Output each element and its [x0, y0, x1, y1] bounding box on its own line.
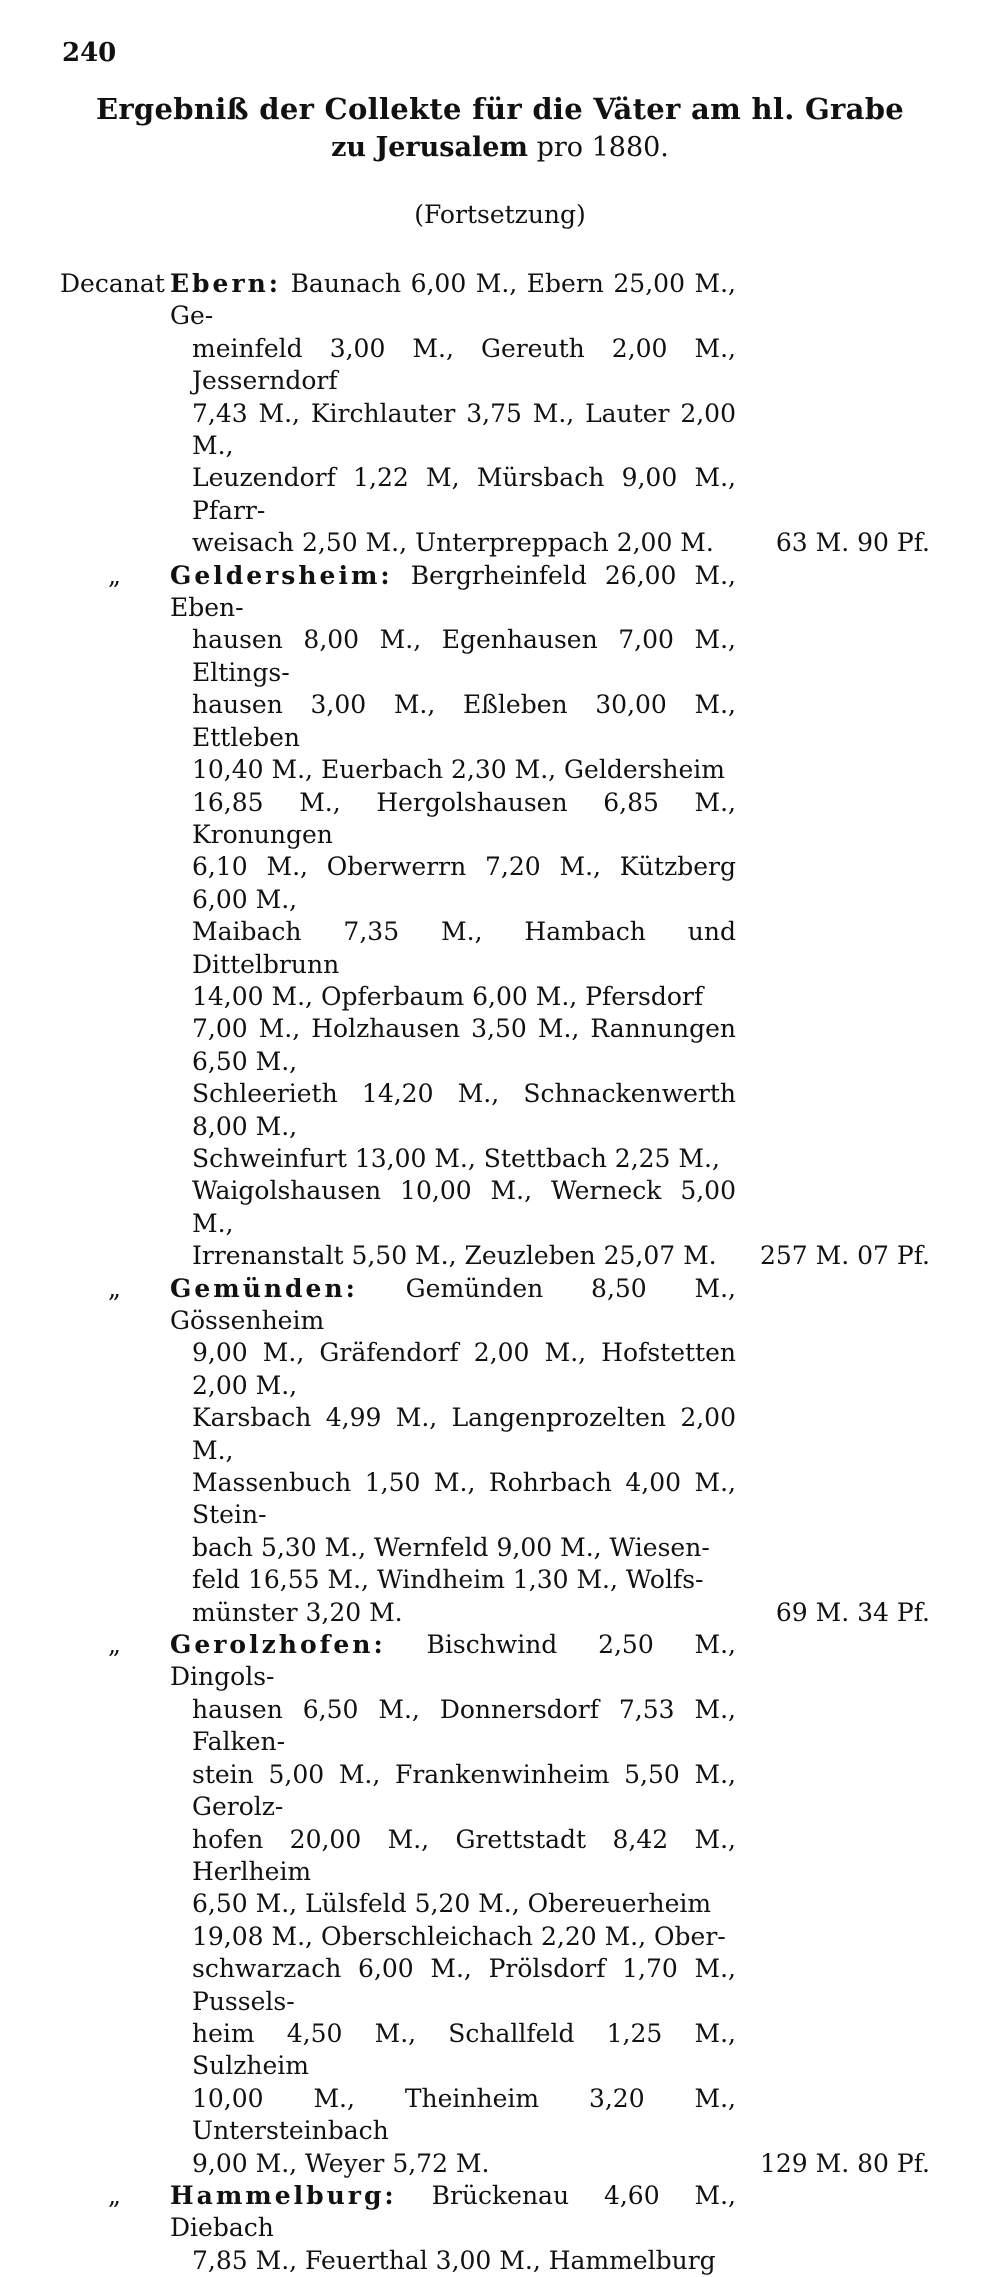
deanery-list [0, 268, 1000, 2277]
entry-first-line [170, 2180, 736, 2245]
page-title: Ergebniß der Collekte für die Väter am hl. Grabe [95, 92, 905, 126]
entry-first-text: Brückenau 4,60 M., Diebach [170, 2180, 736, 2243]
entry-total: 69 M. 34 Pf. [775, 1597, 930, 1627]
entry-line: hausen 3,00 M., Eßleben 30,00 M., Ettleben [192, 690, 736, 752]
entry-first-text: Baunach 6,00 M., Ebern 25,00 M., Ge- [170, 269, 736, 331]
deanery-name: Geldersheim: [170, 560, 393, 590]
entry-total: 257 M. 07 Pf. [759, 1241, 930, 1271]
entry-first-text: Bergrheinfeld 26,00 M., Eben- [170, 560, 736, 623]
entry-body [170, 268, 736, 560]
entry-prefix: „ [108, 1273, 121, 1303]
entry-body [170, 1629, 736, 2180]
entry-line: Schleerieth 14,20 M., Schnackenwerth 8,00 M., [192, 1079, 736, 1141]
entry-line: münster 3,20 M. [192, 1597, 403, 1627]
page-number: 240 [62, 38, 117, 68]
entry-total: 63 M. 90 Pf. [775, 528, 930, 558]
entry-body [170, 560, 736, 1273]
deanery-entry [0, 268, 1000, 560]
deanery-name: Hammelburg: [170, 2180, 397, 2210]
entry-body [170, 1273, 736, 1629]
entry-line: 9,00 M., Gräfendorf 2,00 M., Hofstetten 2,00 M., [192, 1338, 736, 1400]
entry-line: 6,10 M., Oberwerrn 7,20 M., Kützberg 6,00 M., [192, 852, 736, 914]
entry-line: 7,00 M., Holzhausen 3,50 M., Rannungen 6,50 M., [192, 1014, 736, 1076]
entry-first-line [170, 1629, 736, 1694]
entry-first-line [170, 560, 736, 625]
entry-prefix: „ [108, 1630, 121, 1660]
entry-line: 7,43 M., Kirchlauter 3,75 M., Lauter 2,00 M., [192, 398, 736, 461]
entry-line: bach 5,30 M., Wernfeld 9,00 M., Wiesen- [192, 1532, 710, 1562]
entry-first-line [170, 268, 736, 333]
entry-line: 9,00 M., Weyer 5,72 M. [192, 2148, 490, 2178]
entry-line: Waigolshausen 10,00 M., Werneck 5,00 M., [192, 1176, 736, 1238]
entry-line: 10,40 M., Euerbach 2,30 M., Geldersheim [192, 755, 725, 785]
deanery-entry [0, 1273, 1000, 1629]
deanery-entry [0, 560, 1000, 1273]
entry-line: hausen 8,00 M., Egenhausen 7,00 M., Eltings- [192, 625, 736, 687]
entry-line: 10,00 M., Theinheim 3,20 M., Untersteinbach [192, 2083, 736, 2146]
entry-line: Leuzendorf 1,22 M, Mürsbach 9,00 M., Pfarr- [192, 463, 736, 525]
entry-line: stein 5,00 M., Frankenwinheim 5,50 M., Gerolz- [192, 1759, 736, 1822]
entry-prefix: „ [108, 560, 121, 590]
deanery-name: Gemünden: [170, 1273, 358, 1303]
page-subtitle [0, 132, 1000, 163]
entry-line: schwarzach 6,00 M., Prölsdorf 1,70 M., Pussels- [192, 1954, 736, 2016]
entry-line: Maibach 7,35 M., Hambach und Dittelbrunn [192, 917, 736, 979]
deanery-entry [0, 2180, 1000, 2277]
entry-prefix: Decanat [60, 269, 165, 298]
entry-line: 6,50 M., Lülsfeld 5,20 M., Obereuerheim [192, 1889, 712, 1919]
entry-total: 129 M. 80 Pf. [759, 2148, 930, 2178]
entry-line: weisach 2,50 M., Unterpreppach 2,00 M. [192, 528, 714, 558]
entry-line: feld 16,55 M., Windheim 1,30 M., Wolfs- [192, 1565, 704, 1595]
entry-body [170, 2180, 736, 2277]
entry-line: Irrenanstalt 5,50 M., Zeuzleben 25,07 M. [192, 1241, 717, 1271]
deanery-name: Gerolzhofen: [170, 1630, 386, 1660]
entry-line: hofen 20,00 M., Grettstadt 8,42 M., Herlheim [192, 1824, 736, 1886]
entry-line: Schweinfurt 13,00 M., Stettbach 2,25 M., [192, 1143, 720, 1173]
deanery-name: Ebern: [170, 269, 282, 298]
entry-line: hausen 6,50 M., Donnersdorf 7,53 M., Falken- [192, 1694, 736, 1757]
entry-line: 14,00 M., Opferbaum 6,00 M., Pfersdorf [192, 981, 704, 1011]
entry-line: Karsbach 4,99 M., Langenprozelten 2,00 M., [192, 1403, 736, 1465]
entry-line: 16,85 M., Hergolshausen 6,85 M., Kronungen [192, 787, 736, 849]
entry-first-line [170, 1273, 736, 1338]
entry-prefix: „ [108, 2180, 121, 2210]
entry-line: heim 4,50 M., Schallfeld 1,25 M., Sulzheim [192, 2018, 736, 2081]
deanery-entry [0, 1629, 1000, 2180]
entry-first-text: Gemünden 8,50 M., Gössenheim [170, 1273, 737, 1335]
entry-line: meinfeld 3,00 M., Gereuth 2,00 M., Jesserndorf [192, 333, 736, 396]
entry-line: 7,85 M., Feuerthal 3,00 M., Hammelburg [192, 2245, 716, 2275]
entry-first-text: Bischwind 2,50 M., Dingols- [170, 1630, 736, 1692]
entry-line: 19,08 M., Oberschleichach 2,20 M., Ober- [192, 1921, 726, 1951]
continuation-note: (Fortsetzung) [414, 200, 586, 229]
subtitle-year: pro 1880. [536, 132, 669, 163]
subtitle-location: zu Jerusalem [331, 132, 528, 163]
entry-line: Massenbuch 1,50 M., Rohrbach 4,00 M., Stein- [192, 1468, 736, 1530]
